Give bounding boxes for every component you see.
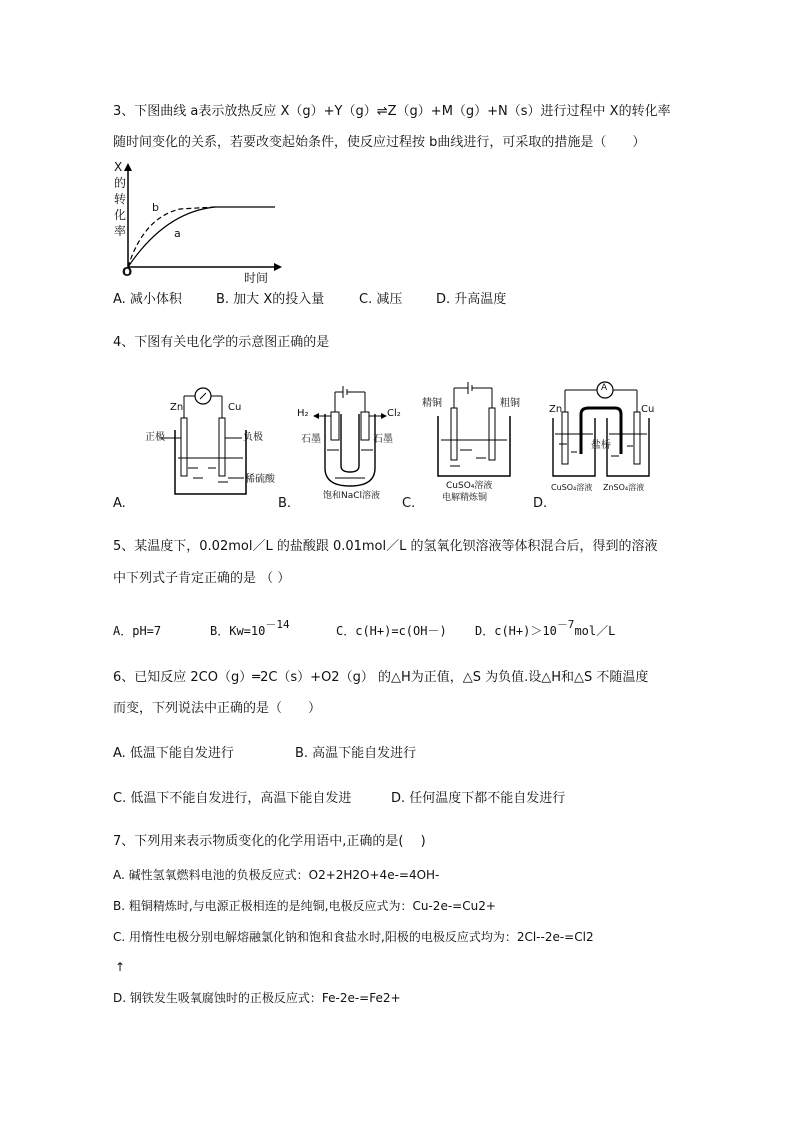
q5-stem-line2: 中下列式子肯定正确的是 （ ）	[113, 571, 291, 586]
q7-option-a: A. 碱性氢氧燃料电池的负极反应式：O2+2H2O+4e-=4OH-	[113, 868, 440, 882]
cu-label: Cu	[641, 404, 655, 415]
q6-option-b: B. 高温下能自发进行	[295, 746, 417, 761]
zn-label: Zn	[170, 402, 184, 413]
q4-diagram-a	[145, 382, 278, 500]
sulfuric-acid-label: 稀硫酸	[245, 474, 275, 485]
positive-pole-label: 正极	[145, 432, 165, 443]
cuso4-solution-label: CuSO₄溶液	[446, 481, 493, 491]
q6-stem-line2: 而变，下列说法中正确的是（ ）	[113, 701, 322, 716]
q3-conversion-graph	[110, 155, 290, 285]
cu-label: Cu	[228, 402, 242, 413]
graphite-left-label: 石墨	[301, 434, 321, 445]
q6-option-a: A. 低温下能自发进行	[113, 746, 234, 761]
q5-option-a: A．pH=7	[113, 624, 162, 638]
zn-electrode	[562, 412, 568, 464]
znso4-solution-label: ZnSO₄溶液	[603, 483, 645, 492]
q4-label-c: C.	[402, 496, 416, 511]
beaker-right	[607, 418, 649, 476]
q4-diagram-d	[545, 378, 655, 503]
q3-stem-line2: 随时间变化的关系，若要改变起始条件，使反应过程按 b曲线进行，可采取的措施是（ ）	[113, 135, 646, 150]
q6-option-c: C. 低温下不能自发进行，高温下能自发进	[113, 791, 352, 806]
refining-label: 电解精炼铜	[442, 493, 488, 503]
beaker	[438, 416, 510, 476]
curve-a	[128, 207, 275, 267]
ammeter-label: A	[601, 383, 608, 393]
q3-option-d: D. 升高温度	[436, 292, 507, 307]
q5-option-d: D．c(H+)＞10－7mol／L	[475, 618, 616, 638]
q5-option-b: B．Kw=10－14	[210, 618, 290, 638]
q3-stem-line1: 3、下图曲线 a表示放热反应 X（g）+Y（g）⇌Z（g）+M（g）+N（s）进行过程中 X的转化率	[113, 104, 671, 119]
q4-label-b: B.	[278, 496, 292, 511]
h2-label: H₂	[297, 408, 309, 419]
q5-stem-line1: 5、某温度下，0.02mol／L 的盐酸跟 0.01mol／L 的氢氧化钡溶液等体积混合后，得到的溶液	[113, 539, 658, 554]
q7-stem: 7、下列用来表示物质变化的化学用语中,正确的是( )	[113, 834, 426, 849]
graphite-right-label: 石墨	[373, 434, 393, 445]
q3-xlabel: 时间	[244, 271, 269, 285]
crude-copper-electrode	[489, 408, 495, 460]
q3-curve-a-label: a	[174, 227, 181, 240]
q7-option-c-continued: ↑	[115, 960, 126, 974]
x-axis-arrow	[274, 263, 282, 271]
q3-ylabel: X 的 转 化 率	[114, 160, 127, 238]
nacl-solution-label: 饱和NaCl溶液	[323, 491, 381, 501]
q4-diagram-c	[420, 378, 530, 503]
q3-option-c: C. 减压	[359, 292, 403, 307]
q4-label-d: D.	[533, 496, 548, 511]
q4-stem: 4、下图有关电化学的示意图正确的是	[113, 335, 330, 350]
q4-label-a: A.	[113, 496, 126, 511]
q7-option-d: D. 钢铁发生吸氧腐蚀时的正极反应式：Fe-2e-=Fe2+	[113, 991, 401, 1005]
zn-electrode	[181, 418, 187, 476]
graphite-right	[361, 412, 369, 440]
cuso4-solution-label: CuSO₄溶液	[551, 483, 593, 492]
q3-option-b: B. 加大 X的投入量	[216, 292, 325, 307]
graphite-left	[331, 412, 339, 440]
q3-option-a: A. 减小体积	[113, 292, 182, 307]
q6-option-d: D. 任何温度下都不能自发进行	[391, 791, 566, 806]
negative-pole-label: 负极	[243, 432, 263, 443]
q6-stem-line1: 6、已知反应 2CO（g）═2C（s）+O2（g） 的△H为正值，△S 为负值.设△H和△S 不随温度	[113, 670, 649, 685]
q3-curve-b-label: b	[152, 201, 159, 214]
q4-diagram-b	[295, 382, 405, 500]
salt-bridge-label: 盐桥	[591, 440, 611, 451]
beaker-left	[553, 418, 595, 476]
crude-copper-label: 粗铜	[500, 398, 520, 409]
zn-label: Zn	[549, 404, 563, 415]
pure-copper-label: 精铜	[422, 398, 442, 409]
q5-option-c: C．c(H+)=c(OH－)	[336, 624, 447, 638]
beaker	[175, 430, 246, 494]
cu-electrode	[634, 412, 640, 464]
q7-option-c: C. 用惰性电极分别电解熔融氯化钠和饱和食盐水时,阳极的电极反应式均为：2Cl--2e-=Cl2	[113, 930, 594, 944]
pure-copper-electrode	[451, 408, 457, 460]
q7-option-b: B. 粗铜精炼时,与电源正极相连的是纯铜,电极反应式为：Cu-2e-=Cu2+	[113, 899, 496, 913]
cu-electrode	[219, 418, 225, 476]
curve-b	[128, 207, 215, 267]
q3-origin-label: O	[122, 265, 133, 279]
cl2-label: Cl₂	[387, 408, 401, 419]
